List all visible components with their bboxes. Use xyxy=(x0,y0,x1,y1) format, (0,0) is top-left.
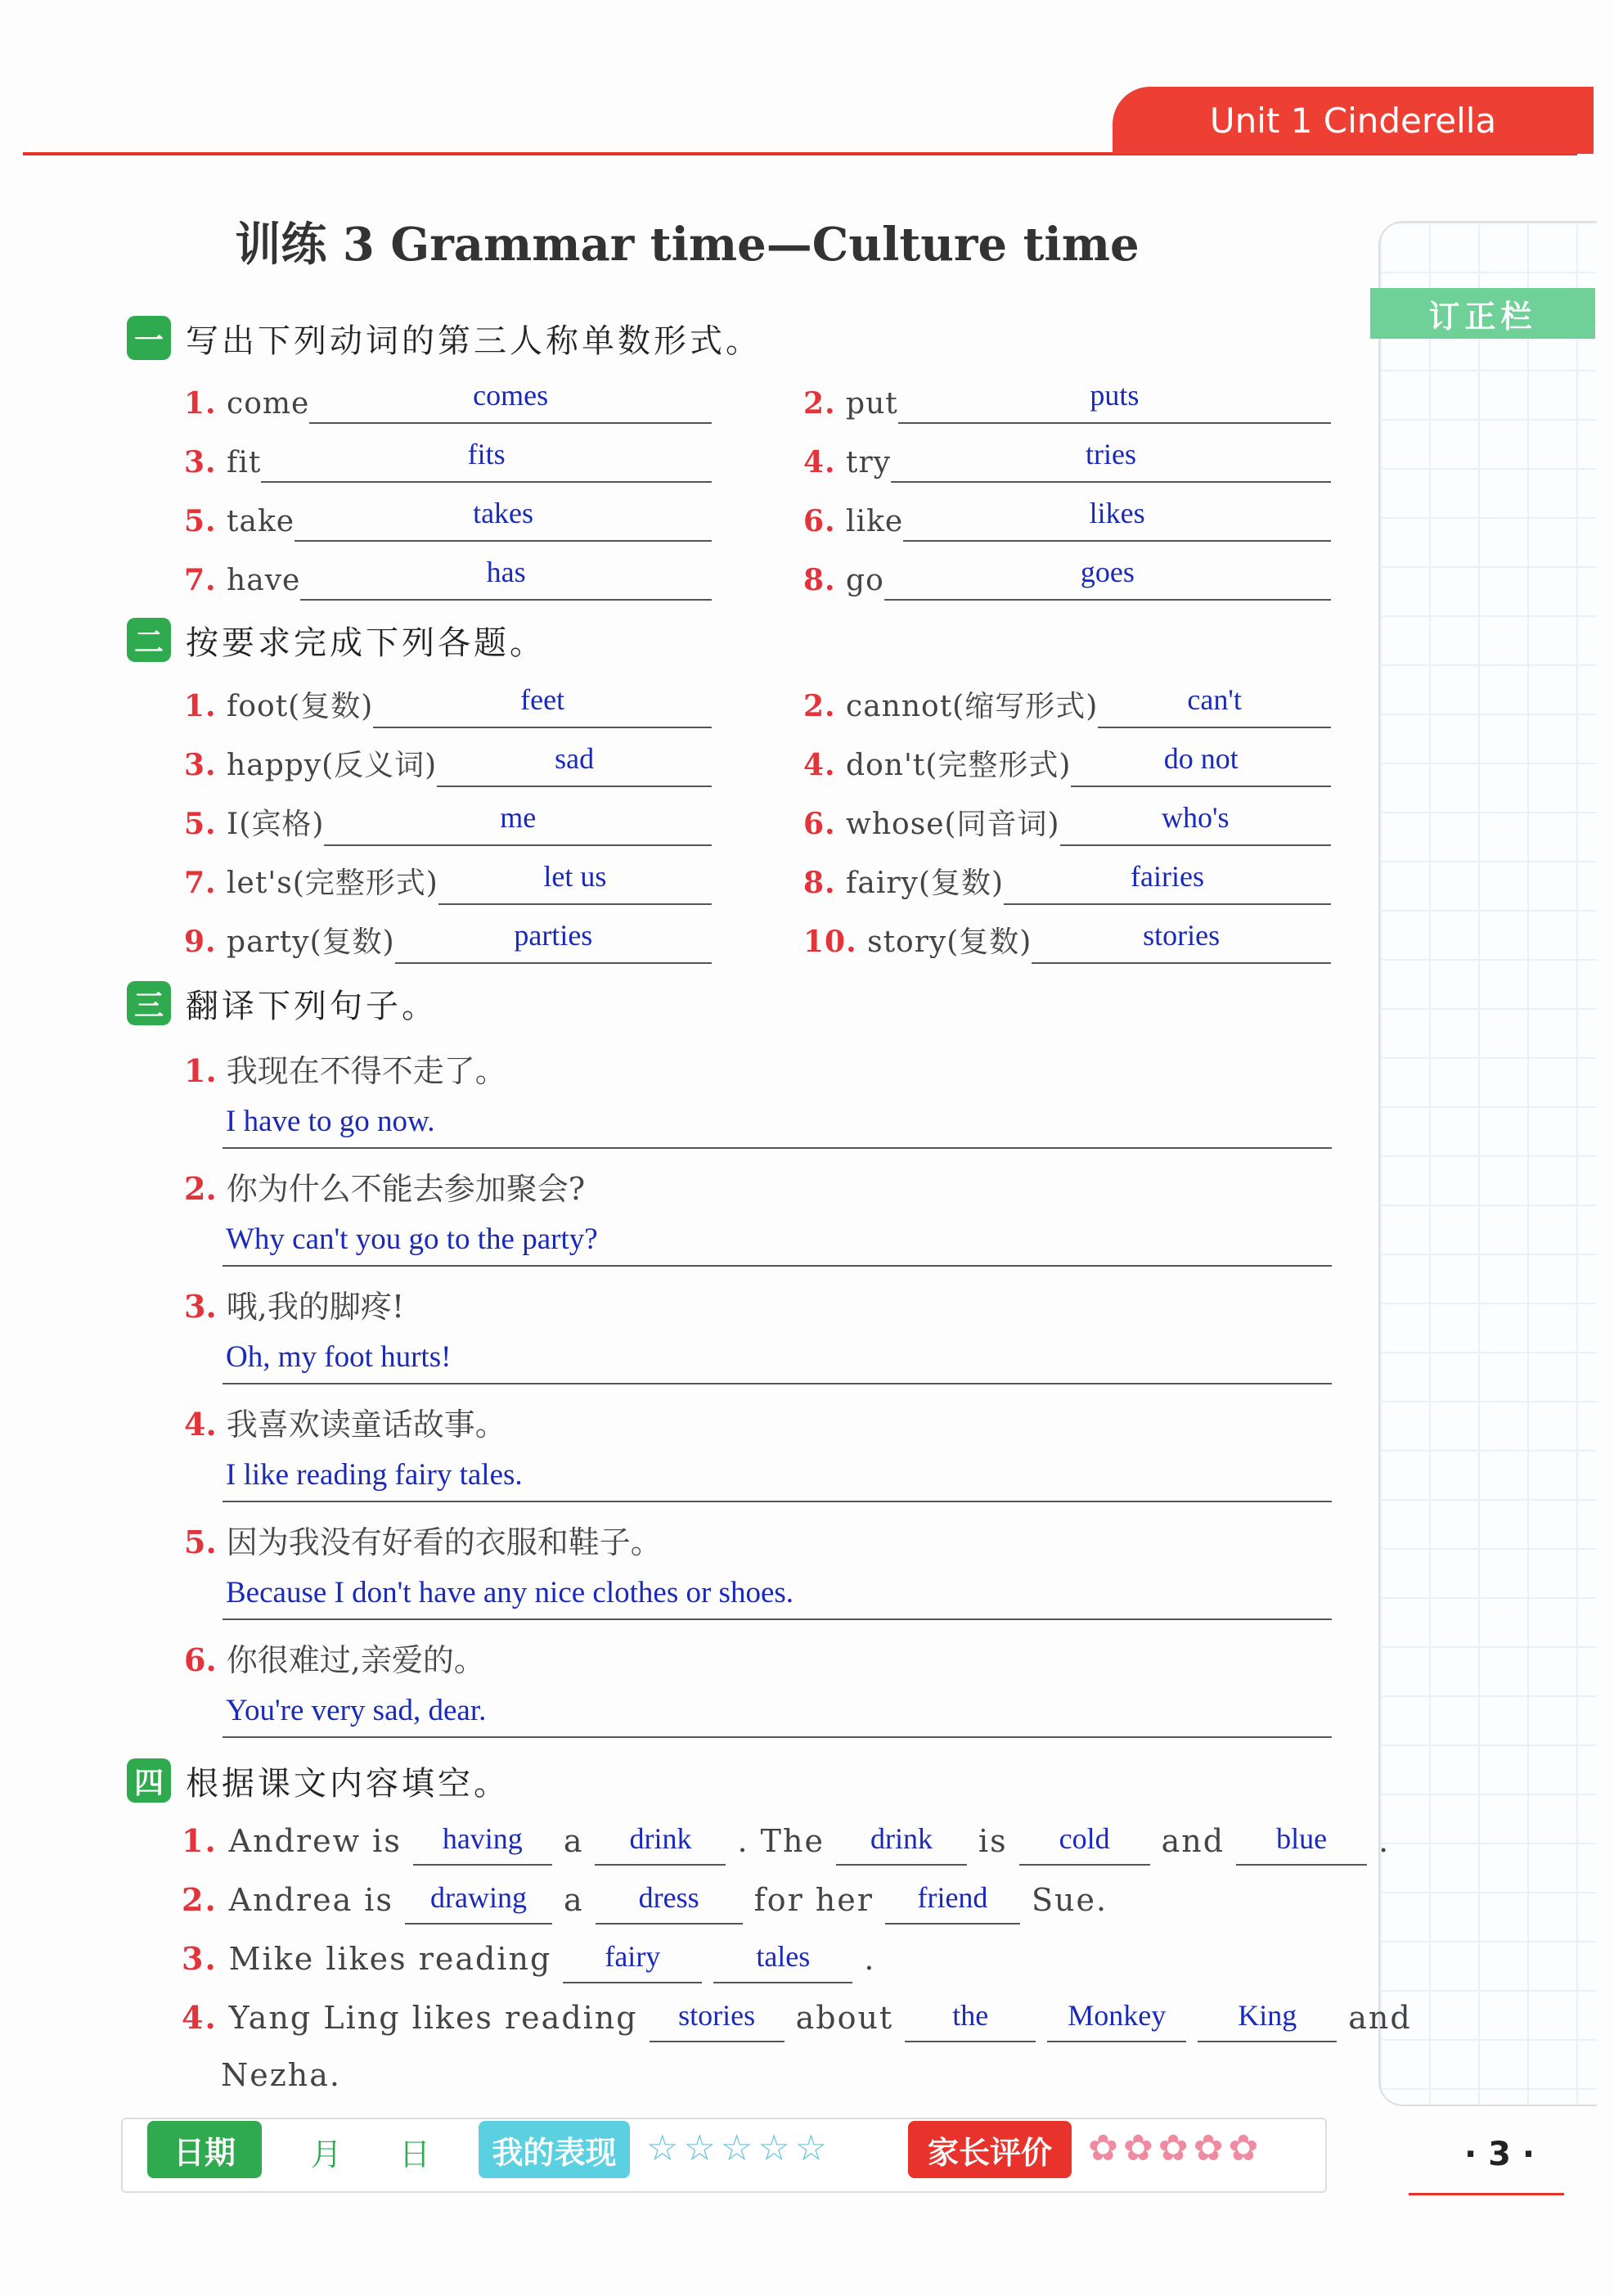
question-text: whose(同音词) xyxy=(846,808,1060,841)
question-number: 5. xyxy=(184,807,217,841)
sentence-text: a xyxy=(563,1882,584,1918)
answer-blank[interactable] xyxy=(1019,1813,1150,1866)
section-badge: 四 xyxy=(127,1758,171,1803)
question-text: take xyxy=(227,505,295,538)
question-text: happy(反义词) xyxy=(227,749,438,782)
sentence-text: a xyxy=(563,1823,584,1859)
sentence-text: and xyxy=(1161,1823,1225,1859)
answer-line[interactable] xyxy=(223,1332,1332,1384)
sentence-text: Mike likes reading xyxy=(228,1941,552,1977)
answer-text: stories xyxy=(1143,919,1221,952)
question-number: 1. xyxy=(182,1822,218,1859)
question-number: 9. xyxy=(184,925,217,959)
answer-text: feet xyxy=(520,683,565,716)
question-text: go xyxy=(846,564,884,597)
answer-text: cold xyxy=(1059,1822,1110,1855)
sentence-text: for her xyxy=(753,1882,874,1918)
answer-text: fits xyxy=(467,438,506,470)
question-number: 4. xyxy=(803,445,836,479)
parent-review-label: 家长评价 xyxy=(908,2121,1072,2178)
answer-blank[interactable] xyxy=(1032,916,1331,964)
answer-text: who's xyxy=(1162,801,1230,834)
question-text: foot(复数) xyxy=(227,690,374,723)
answer-blank[interactable] xyxy=(395,916,712,964)
question-number: 4. xyxy=(182,1999,218,2036)
sentence-text: Andrea is xyxy=(228,1882,393,1918)
star-rating[interactable]: ☆☆☆☆☆ xyxy=(646,2127,833,2169)
question-text: 你为什么不能去参加聚会? xyxy=(226,1171,586,1207)
section-title: 按要求完成下列各题。 xyxy=(186,624,546,662)
answer-blank[interactable] xyxy=(309,376,712,424)
question-number: 3. xyxy=(184,748,217,782)
question-number: 5. xyxy=(184,1524,217,1560)
answer-blank[interactable] xyxy=(324,799,712,846)
answer-blank[interactable] xyxy=(437,740,712,787)
answer-text: let us xyxy=(543,860,607,893)
question-row xyxy=(184,915,712,964)
question-number: 5. xyxy=(184,504,217,538)
answer-blank[interactable] xyxy=(1098,681,1331,728)
question-text: come xyxy=(227,387,310,421)
question-row xyxy=(184,679,712,728)
question-row xyxy=(803,856,1331,905)
section-4-header xyxy=(127,1756,510,1805)
unit-tab: Unit 1 Cinderella xyxy=(1113,87,1594,154)
answer-blank[interactable] xyxy=(884,553,1331,601)
section-3-header xyxy=(127,979,438,1028)
answer-blank[interactable] xyxy=(1047,1990,1186,2042)
answer-text: can't xyxy=(1187,683,1242,716)
section-1-header xyxy=(127,313,762,362)
question-number: 3. xyxy=(184,1288,217,1325)
question-text: 因为我没有好看的衣服和鞋子。 xyxy=(226,1524,662,1560)
answer-blank[interactable] xyxy=(903,494,1331,542)
translation-prompt xyxy=(184,1635,485,1680)
question-number: 2. xyxy=(803,386,836,421)
question-text: like xyxy=(846,505,904,538)
question-row xyxy=(184,493,712,542)
question-row xyxy=(803,797,1331,846)
question-text: party(复数) xyxy=(227,925,395,959)
question-text: put xyxy=(846,387,898,421)
answer-text: sad xyxy=(555,742,595,775)
answer-text: likes xyxy=(1089,497,1145,529)
date-label: 日期 xyxy=(147,2121,262,2178)
answer-text: fairies xyxy=(1131,860,1204,893)
question-text: let's(完整形式) xyxy=(227,867,438,900)
translation-prompt xyxy=(184,1046,506,1091)
question-text: I(宾格) xyxy=(227,808,325,841)
question-number: 4. xyxy=(184,1406,217,1443)
fill-sentence xyxy=(182,1871,1119,1925)
translation-prompt xyxy=(184,1164,585,1209)
answer-blank[interactable] xyxy=(405,1872,552,1925)
answer-line[interactable] xyxy=(223,1568,1332,1620)
sentence-text: is xyxy=(978,1823,1008,1859)
question-row xyxy=(803,434,1331,483)
answer-text: has xyxy=(486,556,526,588)
answer-blank[interactable] xyxy=(885,1872,1020,1925)
question-row xyxy=(184,434,712,483)
section-title: 根据课文内容填空。 xyxy=(186,1764,510,1803)
question-number: 4. xyxy=(803,748,836,782)
answer-text: I have to go now. xyxy=(226,1105,435,1138)
question-text: cannot(缩写形式) xyxy=(846,690,1099,723)
answer-blank[interactable] xyxy=(891,435,1331,483)
answer-text: Why can't you go to the party? xyxy=(226,1222,598,1256)
correction-sidebar-label: 订正栏 xyxy=(1370,288,1595,339)
answer-blank[interactable] xyxy=(300,553,712,601)
question-text: try xyxy=(846,446,892,479)
answer-text: goes xyxy=(1080,556,1135,588)
answer-blank[interactable] xyxy=(294,494,712,542)
answer-text: Because I don't have any nice clothes or shoes. xyxy=(226,1576,794,1609)
answer-text: do not xyxy=(1163,742,1239,775)
answer-text: You're very sad, dear. xyxy=(226,1694,487,1727)
question-number: 6. xyxy=(803,807,836,841)
fill-sentence xyxy=(182,1812,1401,1866)
sentence-text: . xyxy=(864,1941,876,1977)
sentence-text: Yang Ling likes reading xyxy=(228,2000,638,2036)
answer-text: having xyxy=(442,1822,523,1855)
question-text: don't(完整形式) xyxy=(846,749,1072,782)
answer-text: stories xyxy=(678,1999,756,2032)
answer-text: drink xyxy=(870,1822,933,1855)
question-number: 1. xyxy=(184,386,217,421)
question-row xyxy=(803,551,1331,601)
sentence-text: Nezha. xyxy=(221,2057,341,2093)
correction-sidebar xyxy=(1378,221,1597,2106)
answer-text: puts xyxy=(1090,379,1140,412)
question-number: 3. xyxy=(182,1940,218,1977)
answer-blank[interactable] xyxy=(1236,1813,1367,1866)
answer-blank[interactable] xyxy=(905,1990,1036,2042)
performance-label: 我的表现 xyxy=(479,2121,630,2178)
sentence-text: Sue. xyxy=(1031,1882,1108,1918)
answer-blank[interactable] xyxy=(261,435,712,483)
answer-blank[interactable] xyxy=(595,1813,726,1866)
answer-blank[interactable] xyxy=(713,1931,852,1983)
question-number: 7. xyxy=(184,866,217,900)
answer-text: King xyxy=(1238,1999,1297,2032)
section-2-header xyxy=(127,615,546,664)
section-title: 翻译下列句子。 xyxy=(186,987,438,1025)
answer-line[interactable] xyxy=(223,1686,1332,1738)
question-number: 7. xyxy=(184,563,217,597)
question-number: 2. xyxy=(803,689,836,723)
question-number: 1. xyxy=(184,689,217,723)
question-number: 8. xyxy=(803,563,836,597)
question-text: fairy(复数) xyxy=(846,867,1004,900)
question-row xyxy=(803,493,1331,542)
question-row xyxy=(803,679,1331,728)
answer-text: parties xyxy=(514,919,593,952)
answer-text: fairy xyxy=(605,1940,661,1973)
question-number: 1. xyxy=(184,1052,217,1089)
translation-prompt xyxy=(184,1399,506,1444)
question-number: 8. xyxy=(803,866,836,900)
question-row xyxy=(184,375,712,424)
answer-blank[interactable] xyxy=(836,1813,967,1866)
answer-text: takes xyxy=(473,497,534,529)
question-text: 哦,我的脚疼! xyxy=(226,1289,405,1325)
answer-text: dress xyxy=(638,1881,699,1914)
answer-blank[interactable] xyxy=(438,858,712,905)
answer-text: I like reading fairy tales. xyxy=(226,1458,523,1492)
page-number-rule xyxy=(1409,2193,1564,2195)
answer-text: drawing xyxy=(429,1881,527,1914)
answer-line[interactable] xyxy=(223,1450,1332,1502)
question-row xyxy=(803,738,1331,787)
question-text: have xyxy=(227,564,301,597)
answer-blank[interactable] xyxy=(563,1931,702,1983)
answer-blank[interactable] xyxy=(596,1872,743,1925)
question-text: 你很难过,亲爱的。 xyxy=(226,1642,485,1678)
question-number: 2. xyxy=(184,1170,217,1207)
section-badge: 一 xyxy=(127,316,171,360)
day-label: 日 xyxy=(399,2136,431,2172)
answer-blank[interactable] xyxy=(1004,858,1331,905)
sentence-text: and xyxy=(1348,2000,1412,2036)
answer-text: Oh, my foot hurts! xyxy=(226,1340,452,1374)
section-badge: 三 xyxy=(127,981,171,1025)
sentence-text: . The xyxy=(737,1823,825,1859)
question-number: 6. xyxy=(803,504,836,538)
answer-blank[interactable] xyxy=(1198,1990,1337,2042)
translation-prompt xyxy=(184,1281,404,1326)
question-number: 3. xyxy=(184,445,217,479)
month-label: 月 xyxy=(311,2136,343,2172)
answer-blank[interactable] xyxy=(898,376,1331,424)
answer-blank[interactable] xyxy=(1060,799,1331,846)
question-row xyxy=(803,375,1331,424)
question-text: 我现在不得不走了。 xyxy=(226,1053,506,1089)
answer-blank[interactable] xyxy=(650,1990,785,2042)
question-number: 10. xyxy=(803,925,857,959)
fill-sentence xyxy=(182,1988,1423,2042)
fill-sentence-continued xyxy=(221,2046,353,2100)
answer-line[interactable] xyxy=(223,1096,1332,1149)
question-text: story(复数) xyxy=(867,925,1032,959)
answer-text: Monkey xyxy=(1068,1999,1167,2032)
answer-text: blue xyxy=(1276,1822,1328,1855)
translation-prompt xyxy=(184,1517,662,1562)
answer-blank[interactable] xyxy=(373,681,712,728)
answer-text: the xyxy=(952,1999,989,2032)
sentence-text: Andrew is xyxy=(228,1823,402,1859)
answer-text: tries xyxy=(1086,438,1137,470)
question-row xyxy=(184,797,712,846)
question-row xyxy=(184,738,712,787)
section-title: 写出下列动词的第三人称单数形式。 xyxy=(186,322,762,360)
answer-text: comes xyxy=(473,379,549,412)
answer-line[interactable] xyxy=(223,1214,1332,1267)
page-number: · 3 · xyxy=(1464,2136,1535,2173)
sentence-text: . xyxy=(1378,1823,1391,1859)
section-badge: 二 xyxy=(127,618,171,662)
answer-text: friend xyxy=(917,1881,988,1914)
question-number: 6. xyxy=(184,1641,217,1678)
answer-text: tales xyxy=(756,1940,811,1973)
question-row xyxy=(184,856,712,905)
answer-blank[interactable] xyxy=(413,1813,552,1866)
question-number: 2. xyxy=(182,1881,218,1918)
answer-text: me xyxy=(500,801,537,834)
answer-blank[interactable] xyxy=(1071,740,1331,787)
question-row xyxy=(803,915,1331,964)
fill-sentence xyxy=(182,1929,887,1983)
question-text: fit xyxy=(227,446,262,479)
sentence-text: about xyxy=(795,2000,894,2036)
question-row xyxy=(184,551,712,601)
answer-text: drink xyxy=(629,1822,692,1855)
flower-rating[interactable]: ✿✿✿✿✿ xyxy=(1088,2127,1264,2169)
question-text: 我喜欢读童话故事。 xyxy=(226,1407,506,1443)
page-title: 训练 3 Grammar time—Culture time xyxy=(235,218,1140,272)
